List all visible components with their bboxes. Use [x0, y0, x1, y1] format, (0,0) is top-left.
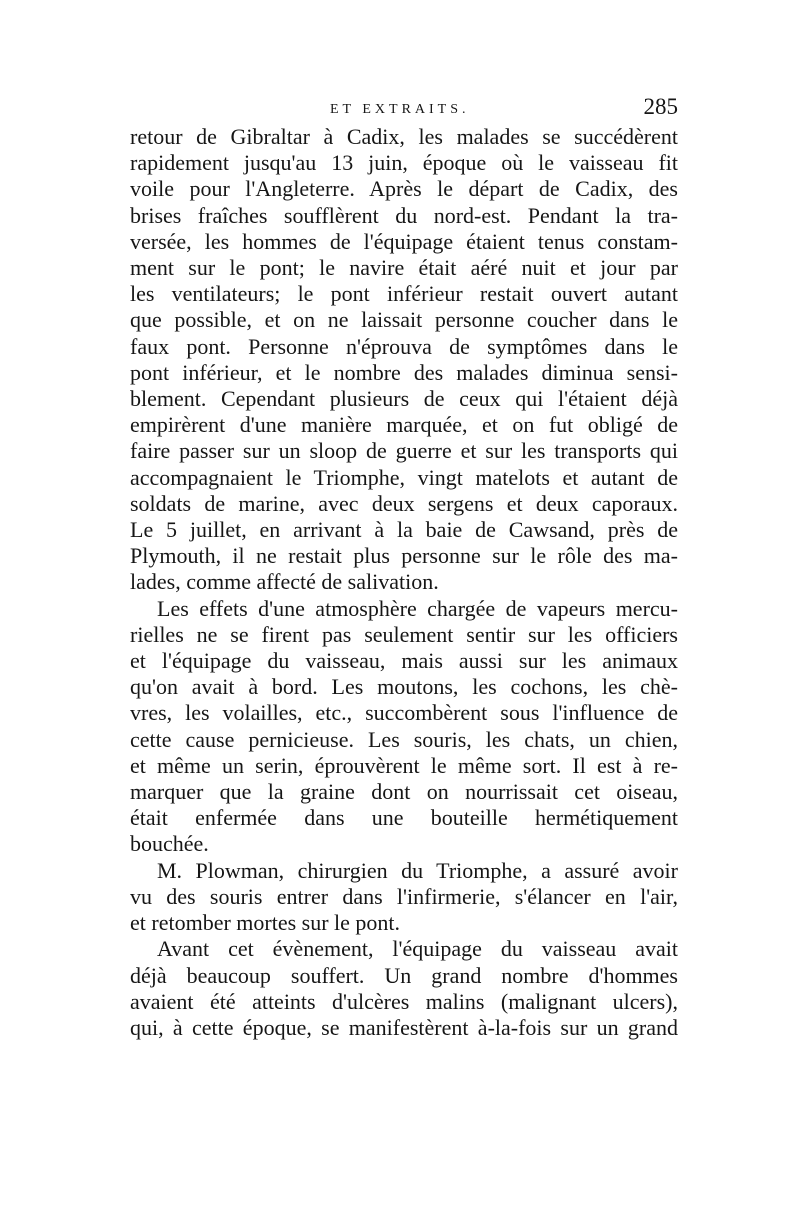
text-line: Les effets d'une atmosphère chargée de vapeurs mercu- — [157, 595, 678, 621]
text-line: déjà beaucoup souffert. Un grand nombre d'hommes — [130, 962, 678, 988]
text-line: faux pont. Personne n'éprouva de symptômes dans le — [130, 333, 678, 359]
text-line: accompagnaient le Triomphe, vingt matelots et autant de — [130, 464, 678, 490]
text-line: ment sur le pont; le navire était aéré nuit et jour par — [130, 255, 678, 281]
text-line: et retomber mortes sur le pont. — [130, 910, 401, 936]
text-line: qui, à cette époque, se manifestèrent à-la-fois sur un grand — [130, 1014, 678, 1040]
text-line: voile pour l'Angleterre. Après le départ de Cadix, des — [130, 176, 678, 202]
text-line: rielles ne se firent pas seulement sentir sur les officiers — [130, 621, 678, 647]
running-head: ET EXTRAITS. — [330, 102, 470, 117]
body-text — [130, 124, 678, 1041]
text-line: Plymouth, il ne restait plus personne sur le rôle des ma- — [130, 543, 678, 569]
text-line: avaient été atteints d'ulcères malins (malignant ulcers), — [130, 988, 678, 1014]
text-line: Avant cet évènement, l'équipage du vaisseau avait — [157, 936, 678, 962]
text-line: était enfermée dans une bouteille hermétiquement — [130, 805, 678, 831]
text-line: Le 5 juillet, en arrivant à la baie de Cawsand, près de — [130, 517, 678, 543]
text-line: blement. Cependant plusieurs de ceux qui l'étaient déjà — [130, 386, 678, 412]
text-line: qu'on avait à bord. Les moutons, les cochons, les chè- — [130, 674, 678, 700]
text-line: bouchée. — [130, 831, 209, 857]
text-line: faire passer sur un sloop de guerre et sur les transports qui — [130, 438, 678, 464]
text-line: M. Plowman, chirurgien du Triomphe, a assuré avoir — [157, 857, 678, 883]
text-line: pont inférieur, et le nombre des malades diminua sensi- — [130, 359, 678, 385]
text-line: et l'équipage du vaisseau, mais aussi sur les animaux — [130, 648, 678, 674]
text-line: vu des souris entrer dans l'infirmerie, s'élancer en l'air, — [130, 883, 678, 909]
text-line: et même un serin, éprouvèrent le même sort. Il est à re- — [130, 752, 678, 778]
page-number: 285 — [643, 94, 678, 119]
text-line: rapidement jusqu'au 13 juin, époque où le vaisseau fit — [130, 150, 678, 176]
text-line: marquer que la graine dont on nourrissait cet oiseau, — [130, 779, 678, 805]
text-line: cette cause pernicieuse. Les souris, les chats, un chien, — [130, 726, 678, 752]
text-line: retour de Gibraltar à Cadix, les malades se succédèrent — [130, 124, 678, 149]
text-line: brises fraîches soufflèrent du nord-est. Pendant la tra- — [130, 202, 678, 228]
text-line: soldats de marine, avec deux sergens et deux caporaux. — [130, 490, 678, 516]
text-line: vres, les volailles, etc., succombèrent sous l'influence de — [130, 700, 678, 726]
text-line: versée, les hommes de l'équipage étaient tenus constam- — [130, 228, 678, 254]
text-line: les ventilateurs; le pont inférieur restait ouvert autant — [130, 281, 678, 307]
text-line: empirèrent d'une manière marquée, et on fut obligé de — [130, 412, 678, 438]
text-line: que possible, et on ne laissait personne coucher dans le — [130, 307, 678, 333]
text-line: lades, comme affecté de salivation. — [130, 569, 439, 595]
